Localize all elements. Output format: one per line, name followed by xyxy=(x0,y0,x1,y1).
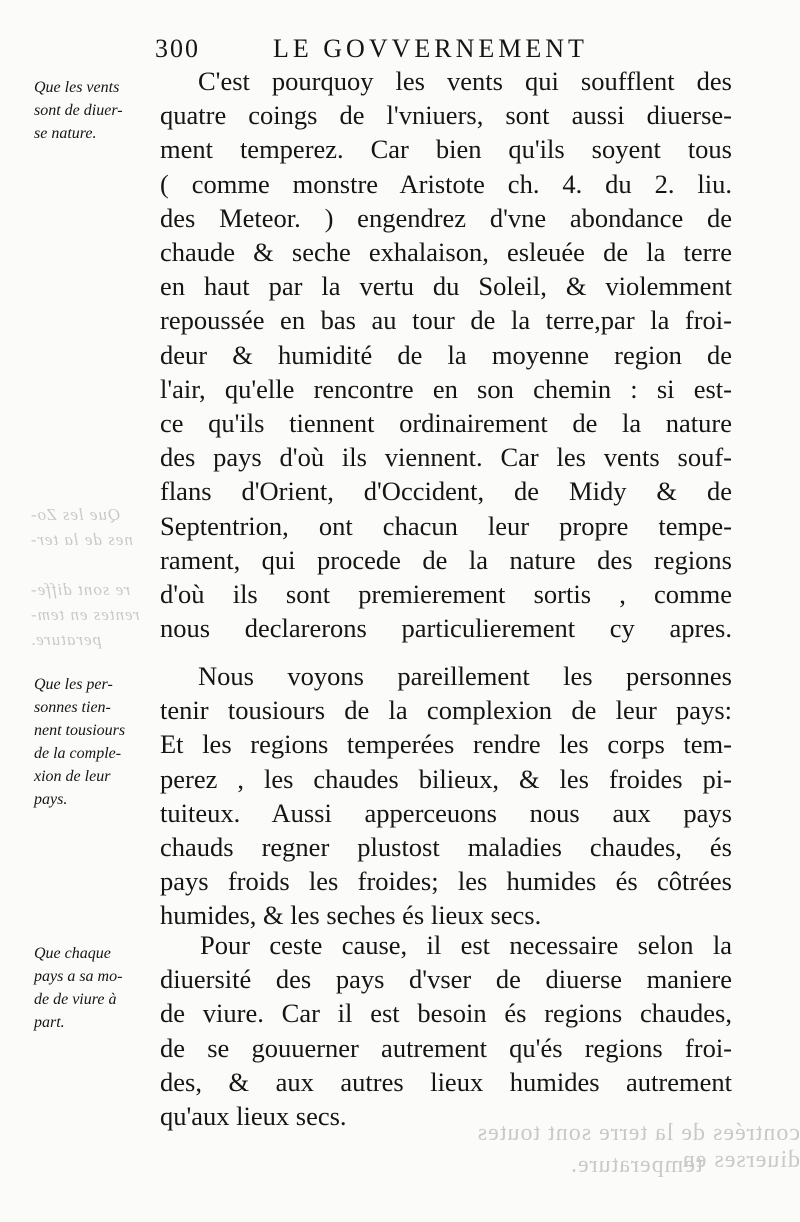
paragraph-3 xyxy=(160,928,732,1133)
show-through-bleed-5: perature. xyxy=(30,630,102,649)
text-line: deur & humidité de la moyenne region de xyxy=(160,339,732,370)
text-line: de se gouuerner autrement qu'és regions froi- xyxy=(160,1032,732,1063)
text-line: humides, & les seches és lieux secs. xyxy=(160,900,542,931)
margin-note-line: nent tousiours xyxy=(34,722,126,739)
text-line: rament, qui procede de la nature des regions xyxy=(160,544,732,575)
margin-note-line: Que chaque xyxy=(34,945,111,962)
margin-note-2 xyxy=(34,673,164,811)
text-line: Nous voyons pareillement les personnes xyxy=(198,661,732,691)
margin-note-1 xyxy=(34,76,164,145)
text-line: des pays d'où ils viennent. Car les vents souf- xyxy=(160,442,732,473)
paragraph-2 xyxy=(160,659,732,933)
text-line: repoussée en bas au tour de la terre,par la froi- xyxy=(160,305,732,336)
text-line: diuersité des pays d'vser de diuerse maniere xyxy=(160,964,732,995)
margin-note-line: Que les per- xyxy=(34,676,113,693)
text-line: ( comme monstre Aristote ch. 4. du 2. liu. xyxy=(160,168,732,199)
text-line: chauds regner plustost maladies chaudes, és xyxy=(160,832,732,863)
text-line: qu'aux lieux secs. xyxy=(160,1101,347,1132)
margin-note-line: pays a sa mo- xyxy=(34,968,123,985)
text-line: Et les regions temperées rendre les corps tem- xyxy=(160,729,732,760)
text-line: en haut par la vertu du Soleil, & violemment xyxy=(160,271,732,302)
running-title: LE GOVVERNEMENT xyxy=(273,34,588,63)
margin-note-line: Que les vents xyxy=(34,79,120,96)
text-line: perez , les chaudes bilieux, & les froides pi- xyxy=(160,763,732,794)
margin-note-line: pays. xyxy=(34,791,68,808)
margin-note-line: se nature. xyxy=(34,125,97,142)
show-through-bleed-7: temperature. xyxy=(570,1152,703,1178)
margin-note-line: sonnes tien- xyxy=(34,699,111,716)
text-line: l'air, qu'elle rencontre en son chemin : si est- xyxy=(160,373,732,404)
show-through-bleed-2: nes de la ter- xyxy=(30,530,133,549)
text-line: de viure. Car il est besoin és regions chaudes, xyxy=(160,998,732,1029)
margin-note-line: de de viure à xyxy=(34,991,117,1008)
margin-note-3 xyxy=(34,942,164,1034)
show-through-bleed-1: Que les Zo- xyxy=(30,505,121,524)
text-line: nous declarerons particulierement cy apres. xyxy=(160,613,732,644)
show-through-bleed-4: rentes en tem- xyxy=(30,605,140,624)
text-line: Pour ceste cause, il est necessaire selon la xyxy=(200,930,732,960)
text-line: des, & aux autres lieux humides autrement xyxy=(160,1066,732,1097)
margin-note-line: de la comple- xyxy=(34,745,122,762)
show-through-bleed-6: contrées de la terre sont toutes diuerses en xyxy=(476,1120,800,1173)
page-number: 300 xyxy=(155,34,200,63)
text-line: d'où ils sont premierement sortis , comme xyxy=(160,579,732,610)
margin-note-line: xion de leur xyxy=(34,768,111,785)
text-line: des Meteor. ) engendrez d'vne abondance de xyxy=(160,202,732,233)
text-line: C'est pourquoy les vents qui soufflent des xyxy=(198,66,732,96)
text-line: ce qu'ils tiennent ordinairement de la nature xyxy=(160,408,732,439)
margin-note-line: part. xyxy=(34,1014,65,1031)
text-line: quatre coings de l'vniuers, sont aussi diuerse- xyxy=(160,100,732,131)
show-through-bleed-3: re sont diffe- xyxy=(30,580,131,599)
text-line: chaude & seche exhalaison, esleuée de la terre xyxy=(160,237,732,268)
text-line: flans d'Orient, d'Occident, de Midy & de xyxy=(160,476,732,507)
text-line: Septentrion, ont chacun leur propre tempe- xyxy=(160,510,732,541)
text-line: tenir tousiours de la complexion de leur pays: xyxy=(160,695,732,726)
text-line: pays froids les froides; les humides és côtrées xyxy=(160,866,732,897)
text-line: ment temperez. Car bien qu'ils soyent tous xyxy=(160,134,732,165)
paragraph-1 xyxy=(160,64,732,645)
margin-note-line: sont de diuer- xyxy=(34,102,123,119)
text-line: tuiteux. Aussi apperceuons nous aux pays xyxy=(160,797,732,828)
